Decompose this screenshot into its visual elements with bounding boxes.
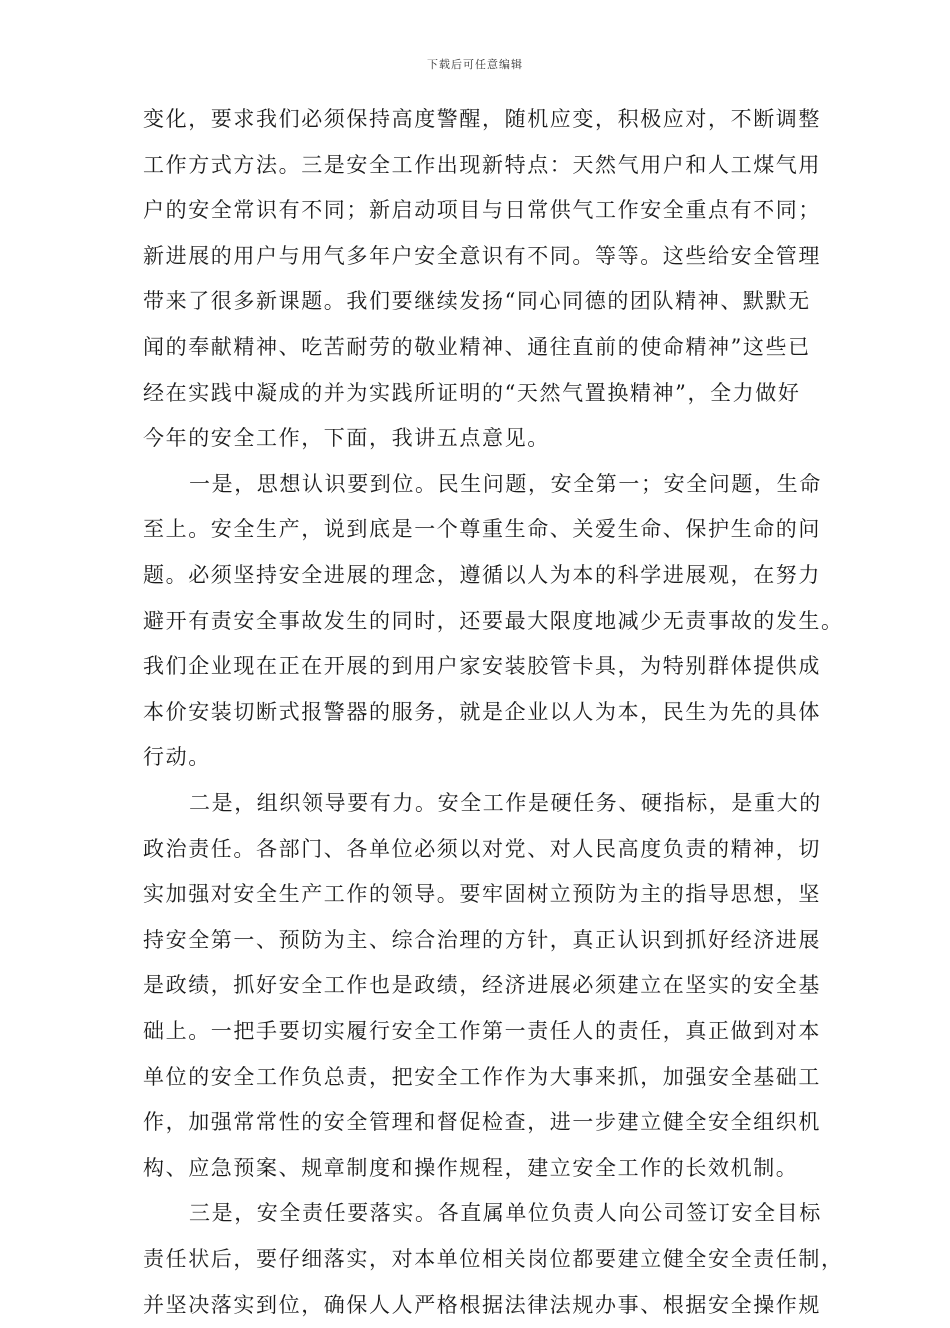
- text-line: 行动。: [143, 745, 211, 770]
- text-line: 题。必须坚持安全进展的理念，遵循以人为本的科学进展观，在努力: [143, 563, 821, 587]
- text-line: 带来了很多新课题。我们要继续发扬“同心同德的团队精神、默默无: [143, 289, 811, 314]
- text-line: 三是，安全责任要落实。各直属单位负责人向公司签订安全目标: [189, 1201, 822, 1226]
- text-line: 政治责任。各部门、各单位必须以对党、对人民高度负责的精神，切: [143, 836, 821, 861]
- text-line: 户的安全常识有不同；新启动项目与日常供气工作安全重点有不同；: [143, 198, 821, 223]
- text-line: 闻的奉献精神、吃苦耐劳的敬业精神、通往直前的使命精神”这些已: [143, 335, 811, 359]
- text-line: 经在实践中凝成的并为实践所证明的“天然气置换精神”，全力做好: [143, 380, 801, 405]
- text-line: 今年的安全工作，下面，我讲五点意见。: [143, 426, 550, 451]
- text-line: 工作方式方法。三是安全工作出现新特点：天然气用户和人工煤气用: [143, 152, 821, 177]
- text-line: 持安全第一、预防为主、综合治理的方针，真正认识到抓好经济进展: [143, 927, 821, 952]
- text-line: 是政绩，抓好安全工作也是政绩，经济进展必须建立在坚实的安全基: [143, 973, 821, 998]
- text-line: 责任状后，要仔细落实，对本单位相关岗位都要建立健全安全责任制，: [143, 1247, 844, 1271]
- text-line: 避开有责安全事故发生的同时，还要最大限度地减少无责事故的发生。: [143, 608, 844, 633]
- text-line: 单位的安全工作负总责，把安全工作作为大事来抓，加强安全基础工: [143, 1064, 821, 1089]
- text-line: 构、应急预案、规章制度和操作规程，建立安全工作的长效机制。: [143, 1155, 799, 1180]
- text-line: 我们企业现在正在开展的到用户家安装胶管卡具，为特别群体提供成: [143, 654, 821, 679]
- text-line: 实加强对安全生产工作的领导。要牢固树立预防为主的指导思想，坚: [143, 882, 821, 907]
- text-line: 并坚决落实到位，确保人人严格根据法律法规办事、根据安全操作规: [143, 1292, 821, 1317]
- text-line: 二是，组织领导要有力。安全工作是硬任务、硬指标，是重大的: [189, 791, 822, 815]
- text-line: 础上。一把手要切实履行安全工作第一责任人的责任，真正做到对本: [143, 1019, 821, 1043]
- text-line: 一是，思想认识要到位。民生问题，安全第一；安全问题，生命: [189, 471, 822, 496]
- text-line: 变化，要求我们必须保持高度警醒，随机应变，积极应对，不断调整: [143, 107, 821, 131]
- page-header: 下载后可任意编辑: [427, 58, 523, 71]
- text-line: 作，加强常常性的安全管理和督促检查，进一步建立健全安全组织机: [143, 1110, 821, 1135]
- text-line: 新进展的用户与用气多年户安全意识有不同。等等。这些给安全管理: [143, 243, 821, 268]
- text-line: 至上。安全生产，说到底是一个尊重生命、关爱生命、保护生命的问: [143, 517, 821, 542]
- text-line: 本价安装切断式报警器的服务，就是企业以人为本，民生为先的具体: [143, 699, 821, 724]
